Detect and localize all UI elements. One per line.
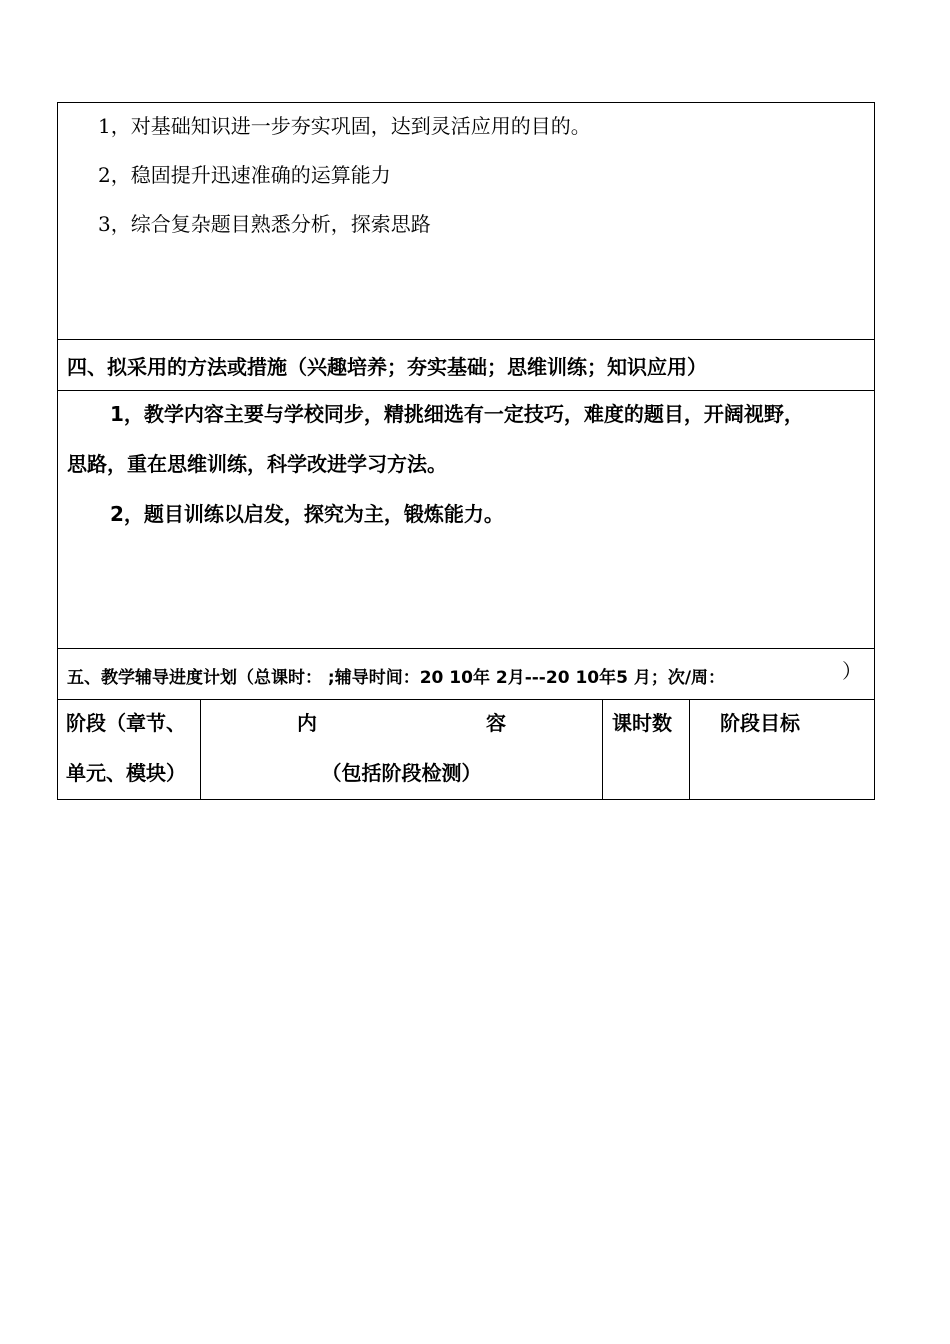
- content-header-subtitle: （包括阶段检测）: [321, 761, 482, 785]
- goal-item-1: 1，对基础知识进一步夯实巩固，达到灵活应用的目的。: [98, 114, 591, 138]
- stage-column-header: [58, 700, 201, 799]
- method-line-1: 1，教学内容主要与学校同步，精挑细选有一定技巧，难度的题目，开阔视野，: [110, 402, 804, 426]
- schedule-header-row: [57, 699, 875, 800]
- content-header-right: 容: [486, 711, 506, 735]
- content-header-left: 内: [297, 711, 317, 735]
- section5-title: 五、教学辅导进度计划（总课时： ;辅导时间：20 10年 2月---20 10年5 月；次/周：: [67, 668, 726, 688]
- stage-header-line-1: 阶段（章节、: [66, 711, 186, 735]
- methods-section: [57, 390, 875, 648]
- goals-section: [57, 102, 875, 339]
- method-line-3: 2，题目训练以启发，探究为主，锻炼能力。: [110, 502, 504, 526]
- stage-header-line-2: 单元、模块）: [66, 761, 186, 785]
- goal-item-3: 3，综合复杂题目熟悉分析，探索思路: [98, 212, 431, 236]
- content-column-header: [201, 700, 603, 799]
- goal-item-2: 2，稳固提升迅速准确的运算能力: [98, 163, 391, 187]
- section4-title: 四、拟采用的方法或措施（兴趣培养；夯实基础；思维训练；知识应用）: [57, 339, 875, 390]
- stage-goal-column-header: 阶段目标: [720, 711, 800, 735]
- section5-header: [57, 648, 875, 699]
- section5-close-paren: ）: [842, 659, 862, 683]
- method-line-2: 思路，重在思维训练，科学改进学习方法。: [67, 452, 447, 476]
- plan-table: [57, 102, 875, 800]
- hours-column-header: 课时数: [603, 700, 690, 799]
